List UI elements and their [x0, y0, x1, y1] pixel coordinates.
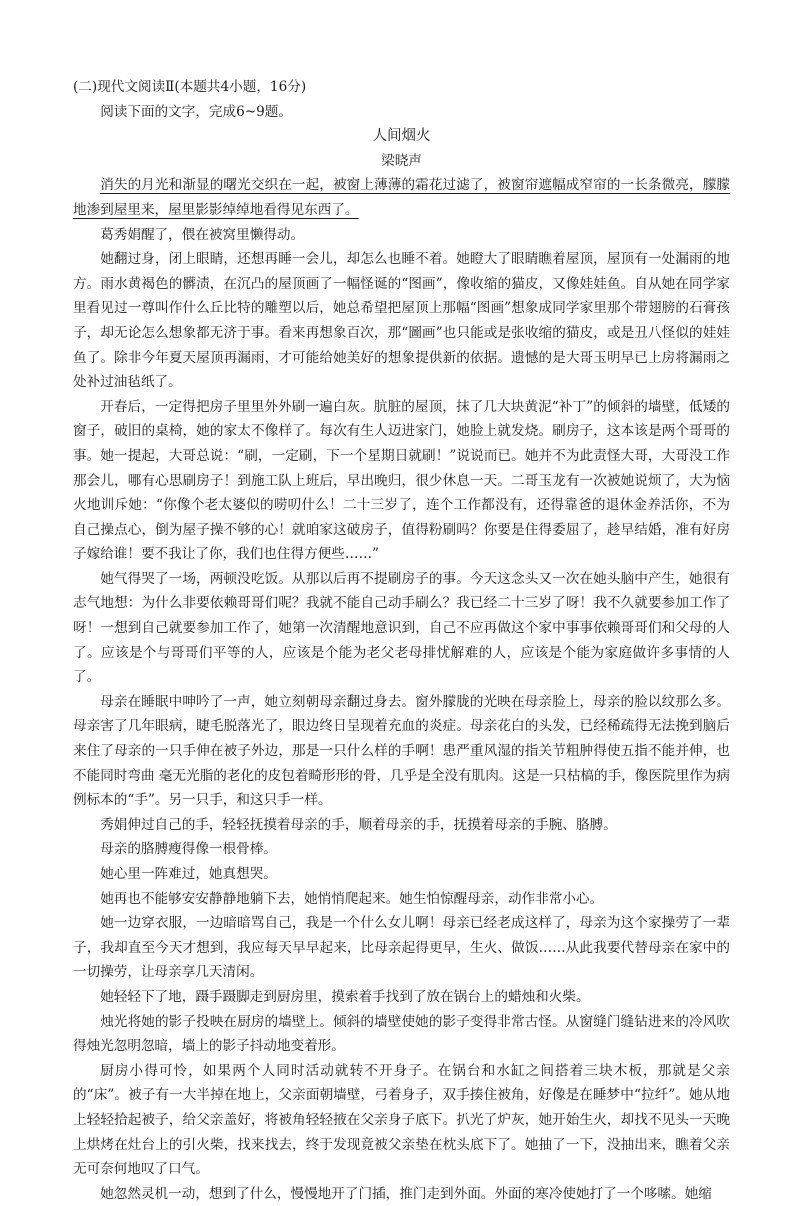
article-title: 人间烟火: [372, 128, 431, 145]
underlined-paragraph: 消失的月光和渐显的曙光交织在一起，被窗上薄薄的霜花过滤了，被窗帘遮幅成窄帘的一长条微亮，朦朦地渗到屋里来，屋里影影绰绰地看得见东西了。: [73, 177, 730, 218]
text-area: [73, 75, 730, 1206]
paragraph: 葛秀娟醒了，偎在被窝里懒得动。: [100, 226, 305, 243]
paragraph: 她一边穿衣服，一边暗暗骂自己，我是一个什么女儿啊！母亲已经老成这样了，母亲为这个家操劳了一辈子，我却直至今天才想到，我应每天早早起来，比母亲起得更早，生火、做饭……从此我要代替母亲在家中的一切操劳，让母亲享几天清闲。: [73, 915, 730, 981]
paragraph: 她轻轻下了地，蹑手蹑脚走到厨房里，摸索着手找到了放在锅台上的蜡烛和火柴。: [100, 988, 590, 1005]
paragraph: 母亲的胳膊瘦得像一根骨棒。: [100, 841, 277, 858]
paragraph: 她翻过身，闭上眼睛，还想再睡一会儿，却怎么也睡不着。她瞪大了眼睛瞧着屋顶，屋顶有一处漏雨的地方。雨水黄褐色的髒渍，在沉凸的屋顶画了一幅怪诞的“图画”，像收缩的猫皮，又像娃娃鱼。自从她在同学家里看见过一尊叫作什么丘比特的雕塑以后，她总希望把屋顶上那幅“图画”想象成同学家里那个带翅膀的石膏孩子，却无论怎么想象都无济于事。看来再想象百次，那“圖画”也只能或是张收缩的猫皮，或是丑八怪似的娃娃鱼了。除非今年夏天屋顶再漏雨，才可能给她美好的想象提供新的依据。遗憾的是大哥玉明早已上房将漏雨之处补过油毡纸了。: [73, 251, 730, 391]
paragraph: 烛光将她的影子投映在厨房的墙壁上。倾斜的墙壁使她的影子变得非常古怪。从窗缝门缝钻进来的冷风吹得烛光忽明忽暗，墙上的影子抖动地变着形。: [73, 1013, 730, 1055]
paragraph: 她心里一阵难过，她真想哭。: [100, 866, 277, 882]
paragraph: 厨房小得可怜，如果两个人同时活动就转不开身子。在锅台和水缸之间搭着三块木板，那就是父亲的“床”。被子有一大半掉在地上，父亲面朝墙壁，弓着身子，双手揍住被角，好像是在睡梦中“拉纤”。她从地上轻轻拾起被子，给父亲盖好，将被角轻轻掖在父亲身子底下。扒光了炉灰，她开始生火，却找不见头一天晚上烘烤在灶台上的引火柴，找来找去，终于发现竟被父亲垫在枕头底下了。她抽了一下，没抽出来，瞧着父亲无可奈何地叹了口气。: [73, 1062, 730, 1178]
paragraph: 开春后，一定得把房子里里外外刷一遍白灰。肮脏的屋顶，抹了几大块黄泥“补丁”的倾斜的墙壁，低矮的窗子，破旧的桌椅，她的家太不像样了。每次有生人迈进家门，她脸上就发烧。刷房子，这本该是两个哥哥的事。她一提起，大哥总说：“刷，一定刷，下一个星期日就刷！”说说而已。她并不为此责怪大哥，大哥没工作那会儿，哪有心思刷房子！到施工队上班后，早出晚归，很少休息一天。二哥玉龙有一次被她说烦了，大为恼火地训斥她：“你像个老太婆似的唠叨什么！二十三岁了，连个工作都没有，还得靠爸的退休金养活你，不为自己操点心，倒为屋子操不够的心！就咱家这破房子，值得粉刷吗？你要是住得委屈了，趁早结婚，准有好房子嫁给谁！要不我让了你，我们也住得方便些……”: [73, 398, 730, 563]
article-author: 梁晓声: [381, 152, 422, 169]
paragraph: 她再也不能够安安静静地躺下去，她悄悄爬起来。她生怕惊醒母亲，动作非常小心。: [100, 890, 604, 907]
paragraph: 母亲在睡眠中呻吟了一声，她立刻朝母亲翻过身去。窗外朦胧的光映在母亲脸上，母亲的脸以纹那么多。母亲害了几年眼病，睫毛脱落光了，眼边终日呈现着充血的炎症。母亲花白的头发，已经稀疏得无法挽到脑后来住了母亲的一只手伸在被子外边，那是一只什么样的手啊！患严重风湿的指关节粗肿得使五指不能并伸，也不能同时弯曲 毫无光脂的老化的皮包着畸形形的骨，几乎是全没有肌肉。这是一只枯槁的手，像医院里作为病例标本的“手”。另一只手，和这只手一样。: [73, 693, 730, 809]
paragraph: 秀娟伸过自己的手，轻轻抚摸着母亲的手，顺着母亲的手，抚摸着母亲的手腕、胳膊。: [100, 816, 617, 833]
section-heading: (二)现代文阅读Ⅱ(本题共4小题，16分): [73, 79, 307, 95]
paragraph: 她忽然灵机一动，想到了什么，慢慢地开了门插，推门走到外面。外面的寒冷使她打了一个哆嗦。她缩: [100, 1185, 712, 1202]
paragraph: 她气得哭了一场，两顿没吃饭。从那以后再不提刷房子的事。今天这念头又一次在她头脑中产生，她很有志气地想：为什么非要依赖哥哥们呢？我就不能自己动手刷么？我已经二十三岁了呀！我不久就要参加工作了呀！一想到自己就要参加工作了，她第一次清醒地意识到，自己不应再做这个家中事事依赖哥哥们和父母的人了。应该是个与哥哥们平等的人，应该是个能为老父老母排忧解难的人，应该是个能为家庭做许多事情的人了。: [73, 570, 730, 686]
reading-instruction: 阅读下面的文字，完成6~9题。: [100, 103, 292, 120]
